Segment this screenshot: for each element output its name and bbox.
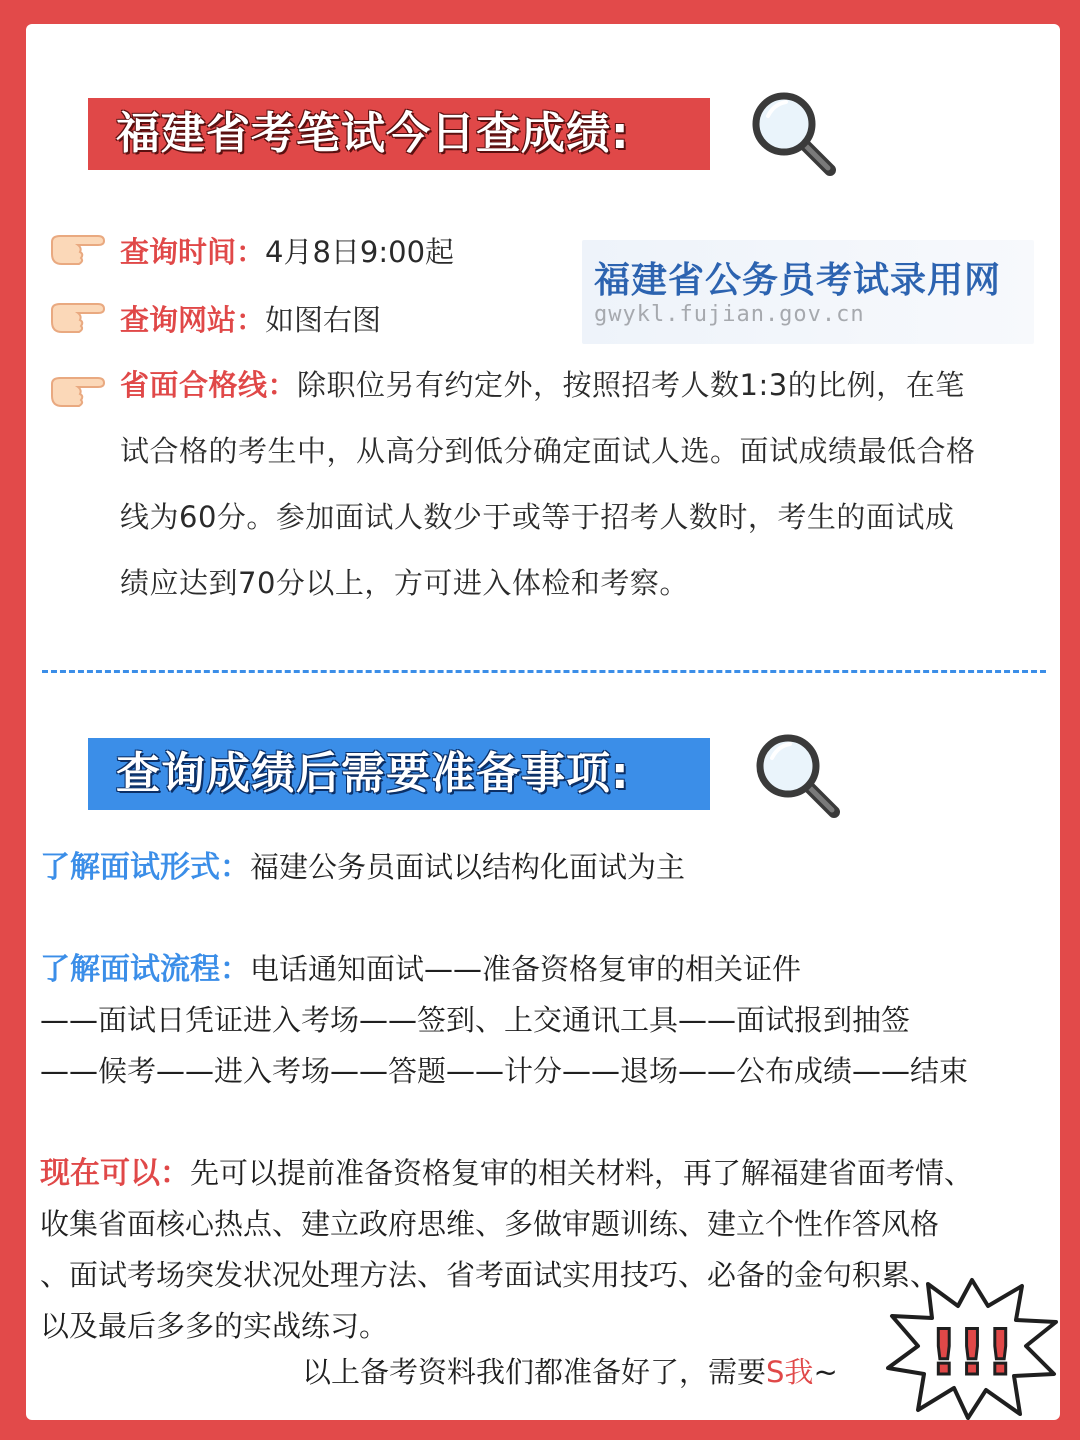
website-name: 福建省公务员考试录用网 xyxy=(594,260,1002,301)
dashed-divider xyxy=(42,670,1046,673)
now-can-text-1: 先可以提前准备资格复审的相关材料，再了解福建省面考情、 xyxy=(190,1156,974,1190)
now-can-label: 现在可以： xyxy=(40,1156,190,1191)
now-can-text-4: 以及最后多多的实战练习。 xyxy=(40,1309,389,1343)
section2-title: 查询成绩后需要准备事项: xyxy=(88,738,710,810)
section1-title: 福建省考笔试今日查成绩: xyxy=(88,98,710,170)
query-time-label: 查询时间： xyxy=(120,235,266,269)
query-site-label: 查询网站： xyxy=(120,303,266,337)
magnifier-icon xyxy=(746,86,842,182)
now-can-text-2: 收集省面核心热点、建立政府思维、多做审题训练、建立个性作答风格 xyxy=(40,1207,940,1241)
interview-process-block xyxy=(40,944,1050,1097)
interview-form-label: 了解面试形式： xyxy=(40,850,250,885)
pass-line-text-4: 绩应达到70分以上，方可进入体检和考察。 xyxy=(120,566,689,600)
pass-line-text-3: 线为60分。参加面试人数少于或等于招考人数时，考生的面试成 xyxy=(120,500,955,534)
exclamation-burst-icon xyxy=(884,1276,1060,1420)
interview-form-value: 福建公务员面试以结构化面试为主 xyxy=(250,850,686,884)
interview-process-text-2: ——面试日凭证进入考场——签到、上交通讯工具——面试报到抽签 xyxy=(40,1003,911,1037)
now-can-text-3: 、面试考场突发状况处理方法、省考面试实用技巧、必备的金句积累、 xyxy=(40,1258,940,1292)
pass-line-label: 省面合格线： xyxy=(120,368,298,402)
pass-line-text-1: 除职位另有约定外，按照招考人数1:3的比例，在笔 xyxy=(297,368,965,402)
website-logo-box xyxy=(582,240,1034,344)
footer-tail: ~ xyxy=(813,1355,838,1389)
magnifier-icon xyxy=(750,728,846,824)
footer-text: 以上备考资料我们都准备好了，需要 xyxy=(302,1355,767,1389)
pass-line-paragraph xyxy=(120,352,1020,616)
interview-process-text-1: 电话通知面试——准备资格复审的相关证件 xyxy=(250,952,802,986)
pointing-hand-icon xyxy=(48,372,106,412)
website-url: gwykl.fujian.gov.cn xyxy=(594,302,865,327)
query-site-value: 如图右图 xyxy=(265,303,382,337)
pointing-hand-icon xyxy=(48,298,106,338)
pointing-hand-icon xyxy=(48,230,106,270)
interview-process-text-3: ——候考——进入考场——答题——计分——退场——公布成绩——结束 xyxy=(40,1054,969,1088)
footer-line xyxy=(302,1350,838,1391)
interview-form-row xyxy=(40,842,1050,893)
poster-card xyxy=(26,24,1060,1420)
footer-highlight: S我 xyxy=(766,1355,814,1389)
interview-process-label: 了解面试流程： xyxy=(40,952,250,987)
query-site-row xyxy=(120,298,381,339)
query-time-value: 4月8日9:00起 xyxy=(265,235,455,269)
burst-text: !!! xyxy=(929,1316,1015,1389)
query-time-row xyxy=(120,230,454,271)
pass-line-text-2: 试合格的考生中，从高分到低分确定面试人选。面试成绩最低合格 xyxy=(120,434,976,468)
